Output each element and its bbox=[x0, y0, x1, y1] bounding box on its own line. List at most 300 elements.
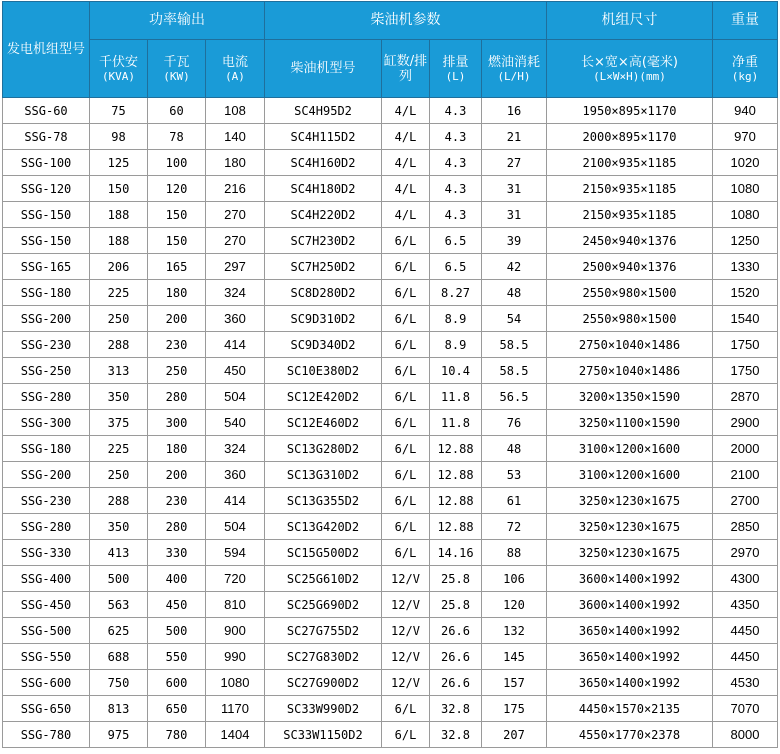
cell-kva: 413 bbox=[90, 540, 148, 566]
cell-cylinders: 6/L bbox=[382, 228, 430, 254]
cell-current: 108 bbox=[206, 98, 265, 124]
cell-current: 504 bbox=[206, 514, 265, 540]
cell-engine-model: SC13G355D2 bbox=[265, 488, 382, 514]
cell-cylinders: 12/V bbox=[382, 670, 430, 696]
cell-fuel: 58.5 bbox=[482, 358, 547, 384]
cell-kw: 500 bbox=[148, 618, 206, 644]
cell-kva: 250 bbox=[90, 462, 148, 488]
cell-current: 504 bbox=[206, 384, 265, 410]
cell-displacement: 25.8 bbox=[430, 592, 482, 618]
table-row bbox=[3, 306, 778, 332]
cell-engine-model: SC12E420D2 bbox=[265, 384, 382, 410]
cell-cylinders: 6/L bbox=[382, 722, 430, 748]
cell-fuel: 42 bbox=[482, 254, 547, 280]
cell-kva: 125 bbox=[90, 150, 148, 176]
cell-model: SSG-200 bbox=[3, 306, 90, 332]
cell-engine-model: SC4H95D2 bbox=[265, 98, 382, 124]
cell-model: SSG-780 bbox=[3, 722, 90, 748]
cell-current: 810 bbox=[206, 592, 265, 618]
cell-net-weight: 2850 bbox=[713, 514, 778, 540]
cell-model: SSG-280 bbox=[3, 384, 90, 410]
cell-fuel: 72 bbox=[482, 514, 547, 540]
cell-kw: 400 bbox=[148, 566, 206, 592]
cell-cylinders: 6/L bbox=[382, 384, 430, 410]
header-engine-params: 柴油机参数 bbox=[265, 2, 547, 40]
cell-cylinders: 6/L bbox=[382, 540, 430, 566]
table-row bbox=[3, 436, 778, 462]
cell-cylinders: 6/L bbox=[382, 462, 430, 488]
table-row bbox=[3, 592, 778, 618]
cell-current: 324 bbox=[206, 436, 265, 462]
cell-kva: 813 bbox=[90, 696, 148, 722]
cell-fuel: 88 bbox=[482, 540, 547, 566]
cell-kva: 150 bbox=[90, 176, 148, 202]
header-dimensions bbox=[547, 40, 713, 98]
cell-current: 414 bbox=[206, 488, 265, 514]
cell-dimensions: 3250×1230×1675 bbox=[547, 488, 713, 514]
cell-dimensions: 3600×1400×1992 bbox=[547, 566, 713, 592]
cell-cylinders: 12/V bbox=[382, 618, 430, 644]
cell-current: 140 bbox=[206, 124, 265, 150]
cell-model: SSG-600 bbox=[3, 670, 90, 696]
cell-kva: 625 bbox=[90, 618, 148, 644]
table-row bbox=[3, 566, 778, 592]
cell-kva: 188 bbox=[90, 202, 148, 228]
cell-dimensions: 1950×895×1170 bbox=[547, 98, 713, 124]
header-current-label: 电流 bbox=[221, 54, 248, 70]
cell-dimensions: 2150×935×1185 bbox=[547, 202, 713, 228]
header-engine-model: 柴油机型号 bbox=[265, 40, 382, 98]
cell-displacement: 26.6 bbox=[430, 644, 482, 670]
cell-kva: 563 bbox=[90, 592, 148, 618]
cell-displacement: 12.88 bbox=[430, 488, 482, 514]
header-fuel-label: 燃油消耗 bbox=[487, 54, 540, 70]
cell-engine-model: SC33W990D2 bbox=[265, 696, 382, 722]
cell-dimensions: 3200×1350×1590 bbox=[547, 384, 713, 410]
cell-net-weight: 1330 bbox=[713, 254, 778, 280]
cell-current: 1080 bbox=[206, 670, 265, 696]
cell-dimensions: 3600×1400×1992 bbox=[547, 592, 713, 618]
cell-cylinders: 6/L bbox=[382, 280, 430, 306]
cell-kw: 100 bbox=[148, 150, 206, 176]
cell-current: 180 bbox=[206, 150, 265, 176]
cell-dimensions: 3650×1400×1992 bbox=[547, 644, 713, 670]
table-row bbox=[3, 280, 778, 306]
cell-engine-model: SC4H180D2 bbox=[265, 176, 382, 202]
cell-model: SSG-230 bbox=[3, 332, 90, 358]
cell-displacement: 32.8 bbox=[430, 722, 482, 748]
cell-current: 216 bbox=[206, 176, 265, 202]
cell-kva: 98 bbox=[90, 124, 148, 150]
cell-model: SSG-78 bbox=[3, 124, 90, 150]
cell-engine-model: SC12E460D2 bbox=[265, 410, 382, 436]
header-displacement bbox=[430, 40, 482, 98]
cell-displacement: 32.8 bbox=[430, 696, 482, 722]
cell-net-weight: 8000 bbox=[713, 722, 778, 748]
cell-fuel: 76 bbox=[482, 410, 547, 436]
header-kva-label: 千伏安 bbox=[98, 54, 138, 70]
cell-engine-model: SC7H230D2 bbox=[265, 228, 382, 254]
cell-net-weight: 1020 bbox=[713, 150, 778, 176]
cell-displacement: 4.3 bbox=[430, 124, 482, 150]
cell-kw: 150 bbox=[148, 228, 206, 254]
header-genset-size: 机组尺寸 bbox=[547, 2, 713, 40]
cell-kw: 280 bbox=[148, 514, 206, 540]
table-row bbox=[3, 462, 778, 488]
cell-net-weight: 2000 bbox=[713, 436, 778, 462]
cell-net-weight: 2970 bbox=[713, 540, 778, 566]
table-row bbox=[3, 644, 778, 670]
table-row bbox=[3, 540, 778, 566]
cell-current: 1404 bbox=[206, 722, 265, 748]
cell-dimensions: 2100×935×1185 bbox=[547, 150, 713, 176]
cell-fuel: 120 bbox=[482, 592, 547, 618]
cell-kw: 650 bbox=[148, 696, 206, 722]
cell-net-weight: 1750 bbox=[713, 358, 778, 384]
cell-kva: 206 bbox=[90, 254, 148, 280]
cell-current: 324 bbox=[206, 280, 265, 306]
cell-dimensions: 3250×1230×1675 bbox=[547, 540, 713, 566]
cell-model: SSG-230 bbox=[3, 488, 90, 514]
cell-current: 540 bbox=[206, 410, 265, 436]
cell-kva: 288 bbox=[90, 332, 148, 358]
table-row bbox=[3, 98, 778, 124]
cell-displacement: 4.3 bbox=[430, 98, 482, 124]
cell-kva: 188 bbox=[90, 228, 148, 254]
cell-displacement: 11.8 bbox=[430, 384, 482, 410]
cell-dimensions: 4550×1770×2378 bbox=[547, 722, 713, 748]
header-fuel-unit: (L/H) bbox=[497, 69, 531, 83]
cell-engine-model: SC15G500D2 bbox=[265, 540, 382, 566]
header-kw bbox=[148, 40, 206, 98]
cell-model: SSG-200 bbox=[3, 462, 90, 488]
cell-net-weight: 7070 bbox=[713, 696, 778, 722]
cell-dimensions: 3250×1100×1590 bbox=[547, 410, 713, 436]
header-kw-unit: (KW) bbox=[163, 69, 190, 83]
cell-model: SSG-120 bbox=[3, 176, 90, 202]
cell-dimensions: 2550×980×1500 bbox=[547, 306, 713, 332]
cell-cylinders: 6/L bbox=[382, 514, 430, 540]
cell-current: 900 bbox=[206, 618, 265, 644]
cell-cylinders: 4/L bbox=[382, 150, 430, 176]
cell-model: SSG-180 bbox=[3, 436, 90, 462]
cell-displacement: 4.3 bbox=[430, 202, 482, 228]
cell-net-weight: 1520 bbox=[713, 280, 778, 306]
cell-kw: 200 bbox=[148, 462, 206, 488]
cell-kva: 975 bbox=[90, 722, 148, 748]
cell-model: SSG-250 bbox=[3, 358, 90, 384]
cell-fuel: 48 bbox=[482, 280, 547, 306]
cell-kw: 300 bbox=[148, 410, 206, 436]
cell-dimensions: 2500×940×1376 bbox=[547, 254, 713, 280]
cell-model: SSG-280 bbox=[3, 514, 90, 540]
cell-net-weight: 4300 bbox=[713, 566, 778, 592]
generator-spec-table bbox=[2, 1, 778, 748]
cell-kw: 180 bbox=[148, 436, 206, 462]
header-cylinders: 缸数/排列 bbox=[382, 40, 430, 98]
header-dimensions-unit: (L×W×H)(mm) bbox=[593, 69, 666, 83]
cell-fuel: 53 bbox=[482, 462, 547, 488]
cell-kw: 450 bbox=[148, 592, 206, 618]
cell-cylinders: 6/L bbox=[382, 358, 430, 384]
header-power-output: 功率输出 bbox=[90, 2, 265, 40]
cell-fuel: 27 bbox=[482, 150, 547, 176]
header-weight: 重量 bbox=[713, 2, 778, 40]
cell-net-weight: 2100 bbox=[713, 462, 778, 488]
table-row bbox=[3, 150, 778, 176]
cell-kw: 600 bbox=[148, 670, 206, 696]
header-net-weight bbox=[713, 40, 778, 98]
cell-displacement: 25.8 bbox=[430, 566, 482, 592]
cell-displacement: 8.27 bbox=[430, 280, 482, 306]
cell-net-weight: 2900 bbox=[713, 410, 778, 436]
header-displacement-unit: (L) bbox=[445, 69, 466, 83]
cell-displacement: 8.9 bbox=[430, 332, 482, 358]
cell-cylinders: 12/V bbox=[382, 592, 430, 618]
cell-fuel: 39 bbox=[482, 228, 547, 254]
cell-kva: 250 bbox=[90, 306, 148, 332]
cell-kva: 750 bbox=[90, 670, 148, 696]
cell-engine-model: SC25G690D2 bbox=[265, 592, 382, 618]
cell-displacement: 12.88 bbox=[430, 514, 482, 540]
table-row bbox=[3, 254, 778, 280]
cell-current: 270 bbox=[206, 202, 265, 228]
cell-dimensions: 3100×1200×1600 bbox=[547, 462, 713, 488]
table-row bbox=[3, 332, 778, 358]
cell-model: SSG-650 bbox=[3, 696, 90, 722]
cell-model: SSG-100 bbox=[3, 150, 90, 176]
cell-displacement: 14.16 bbox=[430, 540, 482, 566]
cell-model: SSG-450 bbox=[3, 592, 90, 618]
cell-cylinders: 4/L bbox=[382, 176, 430, 202]
cell-kva: 313 bbox=[90, 358, 148, 384]
cell-model: SSG-150 bbox=[3, 228, 90, 254]
cell-net-weight: 1080 bbox=[713, 202, 778, 228]
header-net-weight-label: 净重 bbox=[731, 54, 758, 70]
cell-kva: 688 bbox=[90, 644, 148, 670]
header-displacement-label: 排量 bbox=[442, 54, 469, 70]
cell-net-weight: 4450 bbox=[713, 618, 778, 644]
table-row bbox=[3, 124, 778, 150]
cell-model: SSG-60 bbox=[3, 98, 90, 124]
cell-net-weight: 4450 bbox=[713, 644, 778, 670]
table-body bbox=[3, 98, 778, 748]
table-row bbox=[3, 696, 778, 722]
cell-current: 450 bbox=[206, 358, 265, 384]
cell-current: 297 bbox=[206, 254, 265, 280]
cell-cylinders: 6/L bbox=[382, 332, 430, 358]
header-kw-label: 千瓦 bbox=[163, 54, 190, 70]
cell-engine-model: SC4H220D2 bbox=[265, 202, 382, 228]
cell-displacement: 12.88 bbox=[430, 436, 482, 462]
cell-cylinders: 6/L bbox=[382, 696, 430, 722]
table-row bbox=[3, 410, 778, 436]
cell-current: 990 bbox=[206, 644, 265, 670]
cell-kw: 78 bbox=[148, 124, 206, 150]
table-row bbox=[3, 358, 778, 384]
cell-fuel: 175 bbox=[482, 696, 547, 722]
header-kva-unit: (KVA) bbox=[101, 69, 136, 83]
table-row bbox=[3, 514, 778, 540]
cell-kw: 60 bbox=[148, 98, 206, 124]
cell-cylinders: 12/V bbox=[382, 566, 430, 592]
cell-kva: 225 bbox=[90, 280, 148, 306]
cell-dimensions: 2450×940×1376 bbox=[547, 228, 713, 254]
cell-kw: 780 bbox=[148, 722, 206, 748]
cell-net-weight: 2870 bbox=[713, 384, 778, 410]
header-model: 发电机组型号 bbox=[3, 2, 90, 98]
cell-net-weight: 970 bbox=[713, 124, 778, 150]
header-net-weight-unit: (kg) bbox=[731, 69, 759, 83]
cell-kva: 375 bbox=[90, 410, 148, 436]
cell-current: 360 bbox=[206, 462, 265, 488]
cell-model: SSG-300 bbox=[3, 410, 90, 436]
cell-net-weight: 1250 bbox=[713, 228, 778, 254]
cell-engine-model: SC27G755D2 bbox=[265, 618, 382, 644]
cell-kva: 350 bbox=[90, 384, 148, 410]
table-row bbox=[3, 228, 778, 254]
cell-kw: 550 bbox=[148, 644, 206, 670]
cell-engine-model: SC13G310D2 bbox=[265, 462, 382, 488]
cell-displacement: 6.5 bbox=[430, 228, 482, 254]
cell-fuel: 157 bbox=[482, 670, 547, 696]
cell-fuel: 132 bbox=[482, 618, 547, 644]
cell-model: SSG-550 bbox=[3, 644, 90, 670]
cell-model: SSG-330 bbox=[3, 540, 90, 566]
cell-dimensions: 3650×1400×1992 bbox=[547, 670, 713, 696]
cell-cylinders: 4/L bbox=[382, 124, 430, 150]
cell-engine-model: SC7H250D2 bbox=[265, 254, 382, 280]
cell-kw: 330 bbox=[148, 540, 206, 566]
cell-model: SSG-165 bbox=[3, 254, 90, 280]
cell-kw: 150 bbox=[148, 202, 206, 228]
table-row bbox=[3, 722, 778, 748]
cell-engine-model: SC4H160D2 bbox=[265, 150, 382, 176]
cell-net-weight: 1540 bbox=[713, 306, 778, 332]
cell-engine-model: SC9D310D2 bbox=[265, 306, 382, 332]
cell-kw: 180 bbox=[148, 280, 206, 306]
cell-engine-model: SC27G900D2 bbox=[265, 670, 382, 696]
cell-kva: 225 bbox=[90, 436, 148, 462]
cell-dimensions: 2750×1040×1486 bbox=[547, 358, 713, 384]
cell-model: SSG-150 bbox=[3, 202, 90, 228]
cell-engine-model: SC9D340D2 bbox=[265, 332, 382, 358]
cell-engine-model: SC8D280D2 bbox=[265, 280, 382, 306]
cell-fuel: 31 bbox=[482, 176, 547, 202]
table-row bbox=[3, 618, 778, 644]
cell-cylinders: 6/L bbox=[382, 306, 430, 332]
cell-kw: 200 bbox=[148, 306, 206, 332]
cell-kw: 165 bbox=[148, 254, 206, 280]
cell-fuel: 48 bbox=[482, 436, 547, 462]
cell-model: SSG-500 bbox=[3, 618, 90, 644]
cell-displacement: 26.6 bbox=[430, 670, 482, 696]
cell-dimensions: 2000×895×1170 bbox=[547, 124, 713, 150]
header-fuel bbox=[482, 40, 547, 98]
cell-dimensions: 4450×1570×2135 bbox=[547, 696, 713, 722]
table-header bbox=[3, 2, 778, 98]
cell-kva: 500 bbox=[90, 566, 148, 592]
header-kva bbox=[90, 40, 148, 98]
cell-engine-model: SC27G830D2 bbox=[265, 644, 382, 670]
table-row bbox=[3, 488, 778, 514]
table-row bbox=[3, 670, 778, 696]
cell-fuel: 21 bbox=[482, 124, 547, 150]
table-row bbox=[3, 384, 778, 410]
table-row bbox=[3, 202, 778, 228]
cell-fuel: 16 bbox=[482, 98, 547, 124]
header-dimensions-label: 长×宽×高(毫米) bbox=[581, 54, 678, 70]
cell-displacement: 4.3 bbox=[430, 150, 482, 176]
cell-current: 270 bbox=[206, 228, 265, 254]
cell-model: SSG-400 bbox=[3, 566, 90, 592]
cell-kva: 350 bbox=[90, 514, 148, 540]
header-current-unit: (A) bbox=[225, 69, 245, 83]
cell-fuel: 106 bbox=[482, 566, 547, 592]
cell-engine-model: SC13G280D2 bbox=[265, 436, 382, 462]
cell-net-weight: 2700 bbox=[713, 488, 778, 514]
table-row bbox=[3, 176, 778, 202]
cell-fuel: 54 bbox=[482, 306, 547, 332]
cell-engine-model: SC4H115D2 bbox=[265, 124, 382, 150]
cell-net-weight: 1750 bbox=[713, 332, 778, 358]
cell-cylinders: 6/L bbox=[382, 488, 430, 514]
header-current bbox=[206, 40, 265, 98]
cell-current: 720 bbox=[206, 566, 265, 592]
cell-displacement: 4.3 bbox=[430, 176, 482, 202]
cell-cylinders: 6/L bbox=[382, 254, 430, 280]
cell-displacement: 8.9 bbox=[430, 306, 482, 332]
cell-net-weight: 4530 bbox=[713, 670, 778, 696]
cell-dimensions: 2150×935×1185 bbox=[547, 176, 713, 202]
cell-net-weight: 940 bbox=[713, 98, 778, 124]
cell-net-weight: 4350 bbox=[713, 592, 778, 618]
cell-kw: 120 bbox=[148, 176, 206, 202]
cell-kva: 75 bbox=[90, 98, 148, 124]
cell-engine-model: SC33W1150D2 bbox=[265, 722, 382, 748]
cell-kw: 250 bbox=[148, 358, 206, 384]
cell-kva: 288 bbox=[90, 488, 148, 514]
cell-cylinders: 6/L bbox=[382, 436, 430, 462]
cell-cylinders: 6/L bbox=[382, 410, 430, 436]
cell-fuel: 56.5 bbox=[482, 384, 547, 410]
cell-displacement: 26.6 bbox=[430, 618, 482, 644]
cell-fuel: 145 bbox=[482, 644, 547, 670]
cell-current: 414 bbox=[206, 332, 265, 358]
cell-fuel: 58.5 bbox=[482, 332, 547, 358]
cell-displacement: 11.8 bbox=[430, 410, 482, 436]
cell-dimensions: 2550×980×1500 bbox=[547, 280, 713, 306]
cell-engine-model: SC13G420D2 bbox=[265, 514, 382, 540]
cell-fuel: 61 bbox=[482, 488, 547, 514]
cell-current: 1170 bbox=[206, 696, 265, 722]
cell-cylinders: 4/L bbox=[382, 202, 430, 228]
cell-current: 360 bbox=[206, 306, 265, 332]
cell-cylinders: 4/L bbox=[382, 98, 430, 124]
cell-dimensions: 3250×1230×1675 bbox=[547, 514, 713, 540]
cell-kw: 230 bbox=[148, 488, 206, 514]
cell-fuel: 207 bbox=[482, 722, 547, 748]
cell-kw: 230 bbox=[148, 332, 206, 358]
cell-net-weight: 1080 bbox=[713, 176, 778, 202]
cell-displacement: 10.4 bbox=[430, 358, 482, 384]
cell-fuel: 31 bbox=[482, 202, 547, 228]
cell-kw: 280 bbox=[148, 384, 206, 410]
cell-cylinders: 12/V bbox=[382, 644, 430, 670]
cell-model: SSG-180 bbox=[3, 280, 90, 306]
cell-engine-model: SC10E380D2 bbox=[265, 358, 382, 384]
cell-dimensions: 3100×1200×1600 bbox=[547, 436, 713, 462]
